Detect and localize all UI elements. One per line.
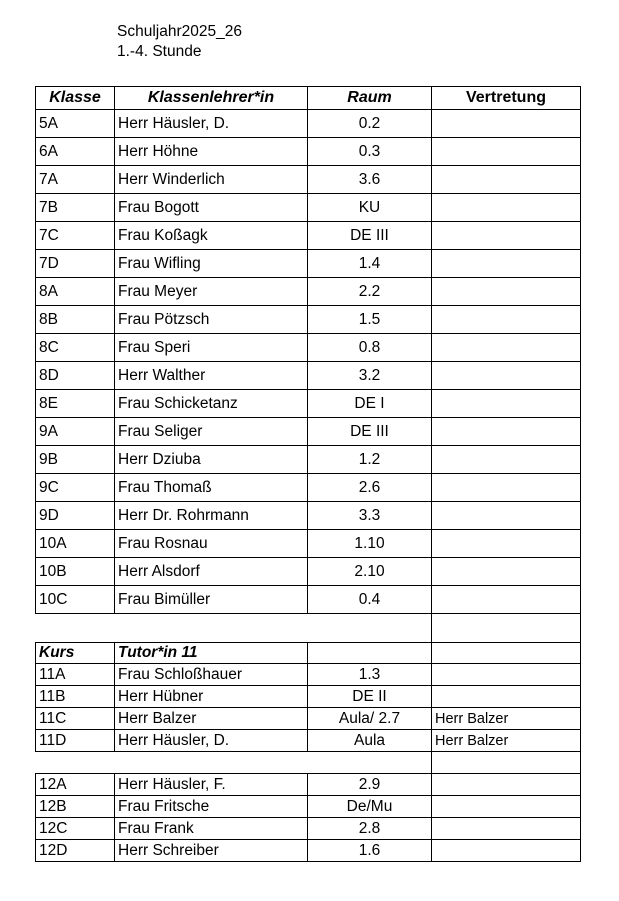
room-cell: 0.8 — [308, 334, 432, 362]
table-row — [36, 730, 581, 752]
teacher-cell: Frau Schloßhauer — [115, 664, 308, 686]
room-cell: 1.10 — [308, 530, 432, 558]
room-cell: 2.9 — [308, 774, 432, 796]
header-raum: Raum — [308, 87, 432, 110]
table-row — [36, 334, 581, 362]
header-klasse: Klasse — [36, 87, 115, 110]
teacher-cell: Herr Alsdorf — [115, 558, 308, 586]
teacher-cell: Frau Koßagk — [115, 222, 308, 250]
header-empty — [432, 643, 581, 664]
header-empty — [308, 643, 432, 664]
class-cell: 10C — [36, 586, 115, 614]
substitute-cell — [432, 194, 581, 222]
spacer-row — [36, 752, 581, 774]
room-cell: 3.6 — [308, 166, 432, 194]
header-klassenlehrer: Klassenlehrer*in — [115, 87, 308, 110]
class-cell: 7C — [36, 222, 115, 250]
header-kurs: Kurs — [36, 643, 115, 664]
teacher-cell: Herr Winderlich — [115, 166, 308, 194]
class-cell: 5A — [36, 110, 115, 138]
class-cell: 10B — [36, 558, 115, 586]
room-cell: De/Mu — [308, 796, 432, 818]
substitute-cell — [432, 664, 581, 686]
class-cell: 8C — [36, 334, 115, 362]
room-cell: Aula — [308, 730, 432, 752]
substitute-cell — [432, 138, 581, 166]
teacher-cell: Herr Walther — [115, 362, 308, 390]
table-row — [36, 474, 581, 502]
class-cell: 9C — [36, 474, 115, 502]
substitute-cell — [432, 530, 581, 558]
room-cell: 1.5 — [308, 306, 432, 334]
table-header-row — [36, 87, 581, 110]
teacher-cell: Frau Wifling — [115, 250, 308, 278]
substitute-cell — [432, 166, 581, 194]
teacher-cell: Frau Thomaß — [115, 474, 308, 502]
room-cell: KU — [308, 194, 432, 222]
spacer-row — [36, 614, 581, 643]
class-cell: 7D — [36, 250, 115, 278]
header-tutor: Tutor*in 11 — [115, 643, 308, 664]
teacher-cell: Herr Hübner — [115, 686, 308, 708]
class-cell: 8E — [36, 390, 115, 418]
header-vertretung: Vertretung — [432, 87, 581, 110]
table-row — [36, 390, 581, 418]
teacher-cell: Frau Speri — [115, 334, 308, 362]
room-cell: 3.2 — [308, 362, 432, 390]
teacher-cell: Herr Höhne — [115, 138, 308, 166]
class-cell: 11C — [36, 708, 115, 730]
class-cell: 8D — [36, 362, 115, 390]
substitute-cell — [432, 686, 581, 708]
room-cell: 1.4 — [308, 250, 432, 278]
substitute-cell — [432, 774, 581, 796]
room-cell: 0.4 — [308, 586, 432, 614]
teacher-cell: Frau Rosnau — [115, 530, 308, 558]
teacher-cell: Herr Dziuba — [115, 446, 308, 474]
substitute-cell — [432, 390, 581, 418]
assignment-table — [35, 86, 581, 862]
substitute-cell — [432, 586, 581, 614]
substitute-cell — [432, 502, 581, 530]
table-row — [36, 774, 581, 796]
substitute-cell: Herr Balzer — [432, 708, 581, 730]
room-cell: DE II — [308, 686, 432, 708]
spacer-cell — [432, 614, 581, 643]
class-cell: 8B — [36, 306, 115, 334]
substitute-cell — [432, 278, 581, 306]
room-cell: 0.2 — [308, 110, 432, 138]
substitute-cell — [432, 222, 581, 250]
teacher-cell: Herr Häusler, D. — [115, 730, 308, 752]
room-cell: 1.3 — [308, 664, 432, 686]
substitute-cell — [432, 334, 581, 362]
period-subtitle: 1.-4. Stunde — [117, 43, 202, 60]
spacer-cell — [36, 614, 432, 643]
class-cell: 9D — [36, 502, 115, 530]
table-row — [36, 446, 581, 474]
school-year-title: Schuljahr2025_26 — [117, 23, 242, 40]
table-row — [36, 664, 581, 686]
room-cell: 2.2 — [308, 278, 432, 306]
substitute-cell — [432, 818, 581, 840]
table-row — [36, 138, 581, 166]
class-cell: 11A — [36, 664, 115, 686]
class-cell: 12B — [36, 796, 115, 818]
table-row — [36, 362, 581, 390]
class-cell: 7B — [36, 194, 115, 222]
teacher-cell: Herr Häusler, F. — [115, 774, 308, 796]
class-cell: 10A — [36, 530, 115, 558]
teacher-cell: Herr Häusler, D. — [115, 110, 308, 138]
substitute-cell — [432, 362, 581, 390]
teacher-cell: Frau Frank — [115, 818, 308, 840]
table-row — [36, 194, 581, 222]
room-cell: DE III — [308, 418, 432, 446]
table-row — [36, 250, 581, 278]
room-cell: 2.8 — [308, 818, 432, 840]
class-cell: 8A — [36, 278, 115, 306]
table-row — [36, 708, 581, 730]
room-cell: 1.2 — [308, 446, 432, 474]
substitute-cell: Herr Balzer — [432, 730, 581, 752]
table-row — [36, 418, 581, 446]
teacher-cell: Herr Dr. Rohrmann — [115, 502, 308, 530]
class-cell: 9A — [36, 418, 115, 446]
teacher-cell: Herr Schreiber — [115, 840, 308, 862]
teacher-cell: Frau Pötzsch — [115, 306, 308, 334]
substitute-cell — [432, 110, 581, 138]
teacher-cell: Frau Meyer — [115, 278, 308, 306]
room-cell: DE III — [308, 222, 432, 250]
table-row — [36, 840, 581, 862]
substitute-cell — [432, 446, 581, 474]
class-cell: 11B — [36, 686, 115, 708]
table-row — [36, 166, 581, 194]
table-row — [36, 530, 581, 558]
substitute-cell — [432, 558, 581, 586]
class-cell: 11D — [36, 730, 115, 752]
table-row — [36, 558, 581, 586]
table-row — [36, 818, 581, 840]
table-row — [36, 222, 581, 250]
room-cell: 0.3 — [308, 138, 432, 166]
class-cell: 12C — [36, 818, 115, 840]
table-row — [36, 278, 581, 306]
substitute-cell — [432, 418, 581, 446]
class-cell: 7A — [36, 166, 115, 194]
substitute-cell — [432, 474, 581, 502]
room-cell: 2.6 — [308, 474, 432, 502]
teacher-cell: Frau Bimüller — [115, 586, 308, 614]
class-cell: 12D — [36, 840, 115, 862]
class-cell: 9B — [36, 446, 115, 474]
room-cell: DE I — [308, 390, 432, 418]
teacher-cell: Frau Fritsche — [115, 796, 308, 818]
document-header — [117, 22, 242, 62]
teacher-cell: Frau Bogott — [115, 194, 308, 222]
table-row — [36, 586, 581, 614]
class-cell: 12A — [36, 774, 115, 796]
table-row — [36, 306, 581, 334]
teacher-cell: Frau Seliger — [115, 418, 308, 446]
teacher-cell: Frau Schicketanz — [115, 390, 308, 418]
room-cell: 1.6 — [308, 840, 432, 862]
room-cell: 2.10 — [308, 558, 432, 586]
substitute-cell — [432, 840, 581, 862]
substitute-cell — [432, 250, 581, 278]
room-cell: Aula/ 2.7 — [308, 708, 432, 730]
teacher-cell: Herr Balzer — [115, 708, 308, 730]
substitute-cell — [432, 796, 581, 818]
table-row — [36, 686, 581, 708]
table-row — [36, 110, 581, 138]
table-row — [36, 796, 581, 818]
course-header-row — [36, 643, 581, 664]
class-cell: 6A — [36, 138, 115, 166]
substitute-cell — [432, 306, 581, 334]
room-cell: 3.3 — [308, 502, 432, 530]
spacer-cell — [36, 752, 432, 774]
table-row — [36, 502, 581, 530]
spacer-cell — [432, 752, 581, 774]
